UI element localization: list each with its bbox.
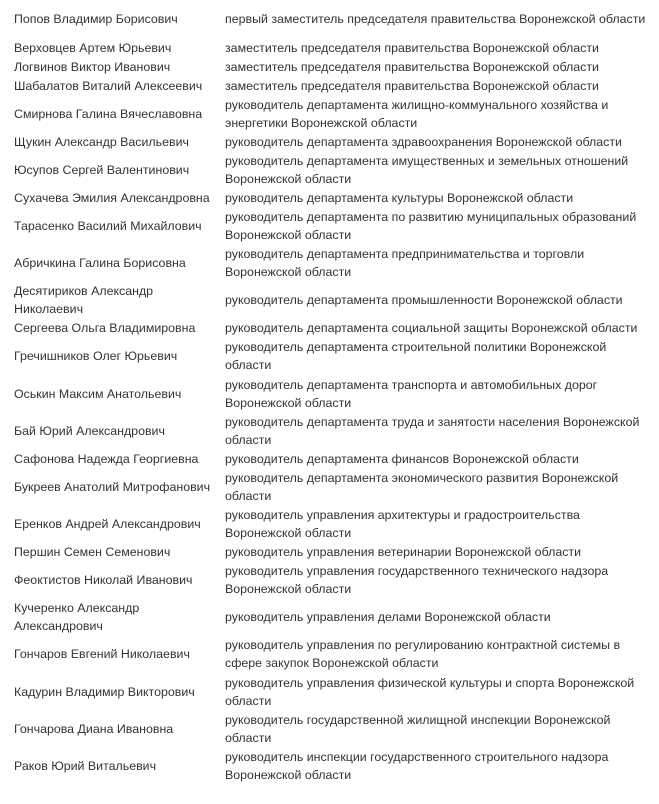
official-name [14,747,225,784]
official-position-text: руководитель департамента экономического развития Воронежской области [225,470,619,503]
official-position [225,207,655,244]
table-row [14,207,655,244]
official-position [225,635,655,673]
table-row [14,318,655,337]
table-row [14,598,655,635]
official-position [225,468,655,505]
table-row [14,635,655,673]
official-name [14,132,225,151]
table-row [14,76,655,95]
official-position [225,0,655,38]
official-name-text: Юсупов Сергей Валентинович [14,162,190,177]
official-name [14,542,225,561]
table-row [14,673,655,710]
table-row [14,542,655,561]
official-name-text: Десятириков Александр Николаевич [14,283,154,316]
official-name [14,598,225,635]
table-row [14,57,655,76]
official-position [225,710,655,747]
official-position [225,188,655,207]
official-name [14,337,225,375]
official-position-text: руководитель департамента финансов Воронежской области [225,451,579,466]
table-row [14,95,655,132]
official-position-text: руководитель департамента транспорта и автомобильных дорог Воронежской области [225,377,598,410]
official-name [14,207,225,244]
official-name-text: Першин Семен Семенович [14,544,171,559]
table-row [14,449,655,468]
official-name-text: Сергеева Ольга Владимировна [14,320,196,335]
table-row [14,38,655,57]
official-position-text: руководитель департамента имущественных и земельных отношений Воронежской области [225,153,629,186]
official-name-text: Гречишников Олег Юрьевич [14,349,178,363]
official-name [14,76,225,95]
official-name-text: Сафонова Надежда Георгиевна [14,451,199,466]
official-position-text: руководитель департамента по развитию муниципальных образований Воронежской области [225,209,637,242]
official-position [225,151,655,188]
table-row [14,151,655,188]
official-name [14,412,225,449]
official-position [225,57,655,76]
official-name [14,0,225,38]
official-name [14,710,225,747]
official-name [14,505,225,542]
official-name-text: Феоктистов Николай Иванович [14,572,193,587]
official-position-text: руководитель департамента труда и занятости населения Воронежской области [225,414,640,447]
official-name-text: Кучеренко Александр Александрович [14,600,140,633]
official-position-text: руководитель управления физической культуры и спорта Воронежской области [225,675,635,708]
official-position-text: руководитель инспекции государственного строительного надзора Воронежской области [225,749,609,782]
official-name-text: Сухачева Эмилия Александровна [14,190,210,205]
official-position-text: заместитель председателя правительства Воронежской области [225,59,599,74]
official-name [14,375,225,412]
official-position [225,598,655,635]
official-name-text: Гончаров Евгений Николаевич [14,647,190,661]
official-position [225,449,655,468]
official-position [225,747,655,784]
official-name-text: Раков Юрий Витальевич [14,758,157,773]
official-position [225,38,655,57]
official-position [225,244,655,281]
official-name [14,38,225,57]
official-name [14,188,225,207]
table-row [14,281,655,318]
official-position [225,281,655,318]
officials-table [14,0,655,784]
table-row [14,337,655,375]
official-position-text: руководитель управления делами Воронежской области [225,609,551,624]
table-row [14,468,655,505]
official-position-text: руководитель департамента здравоохранения Воронежской области [225,134,622,149]
official-position-text: руководитель департамента строительной политики Воронежской области [225,340,607,372]
official-position-text: руководитель управления по регулированию контрактной системы в сфере закупок Воронежской области [225,638,621,670]
official-name [14,281,225,318]
official-position-text: первый заместитель председателя правительства Воронежской области [225,12,646,26]
official-position-text: руководитель департамента промышленности Воронежской области [225,292,623,307]
official-position-text: руководитель управления ветеринарии Воронежской области [225,544,582,559]
table-row [14,561,655,598]
table-row [14,188,655,207]
official-name-text: Букреев Анатолий Митрофанович [14,479,211,494]
table-row [14,710,655,747]
official-position-text: заместитель председателя правительства Воронежской области [225,78,599,93]
table-row [14,132,655,151]
official-name [14,244,225,281]
official-position-text: заместитель председателя правительства Воронежской области [225,40,599,55]
official-name-text: Оськин Максим Анатольевич [14,386,182,401]
official-position-text: руководитель департамента предпринимательства и торговли Воронежской области [225,246,585,279]
official-position-text: руководитель управления государственного технического надзора Воронежской области [225,563,609,596]
table-row [14,0,655,38]
official-name-text: Смирнова Галина Вячеславовна [14,106,203,121]
official-name [14,57,225,76]
official-position [225,561,655,598]
official-name-text: Логвинов Виктор Иванович [14,59,171,74]
official-name-text: Абричкина Галина Борисовна [14,255,186,270]
official-name [14,318,225,337]
official-position [225,505,655,542]
official-position-text: руководитель департамента культуры Воронежской области [225,190,574,205]
official-name [14,468,225,505]
table-row [14,747,655,784]
official-position-text: руководитель департамента жилищно-коммунального хозяйства и энергетики Воронежской области [225,97,609,130]
official-name [14,449,225,468]
table-row [14,412,655,449]
official-position [225,542,655,561]
official-position [225,673,655,710]
table-row [14,244,655,281]
official-position [225,375,655,412]
official-position [225,132,655,151]
official-name-text: Гончарова Диана Ивановна [14,721,174,736]
official-position [225,337,655,375]
official-name-text: Еренков Андрей Александрович [14,516,201,531]
official-position-text: руководитель управления архитектуры и градостроительства Воронежской области [225,507,580,540]
official-position [225,318,655,337]
official-name-text: Попов Владимир Борисович [14,12,178,26]
official-name-text: Верховцев Артем Юрьевич [14,40,172,55]
official-name [14,561,225,598]
official-name-text: Тарасенко Василий Михайлович [14,218,202,233]
official-position-text: руководитель государственной жилищной инспекции Воронежской области [225,712,611,745]
official-position-text: руководитель департамента социальной защиты Воронежской области [225,320,638,335]
official-position [225,412,655,449]
official-name [14,151,225,188]
official-name-text: Шабалатов Виталий Алексеевич [14,78,203,93]
table-row [14,505,655,542]
official-name [14,95,225,132]
officials-table-body [14,0,655,784]
official-name [14,673,225,710]
official-name [14,635,225,673]
official-position [225,95,655,132]
official-name-text: Кадурин Владимир Викторович [14,684,195,699]
official-name-text: Щукин Александр Васильевич [14,134,189,149]
official-name-text: Бай Юрий Александрович [14,423,165,438]
official-position [225,76,655,95]
table-row [14,375,655,412]
